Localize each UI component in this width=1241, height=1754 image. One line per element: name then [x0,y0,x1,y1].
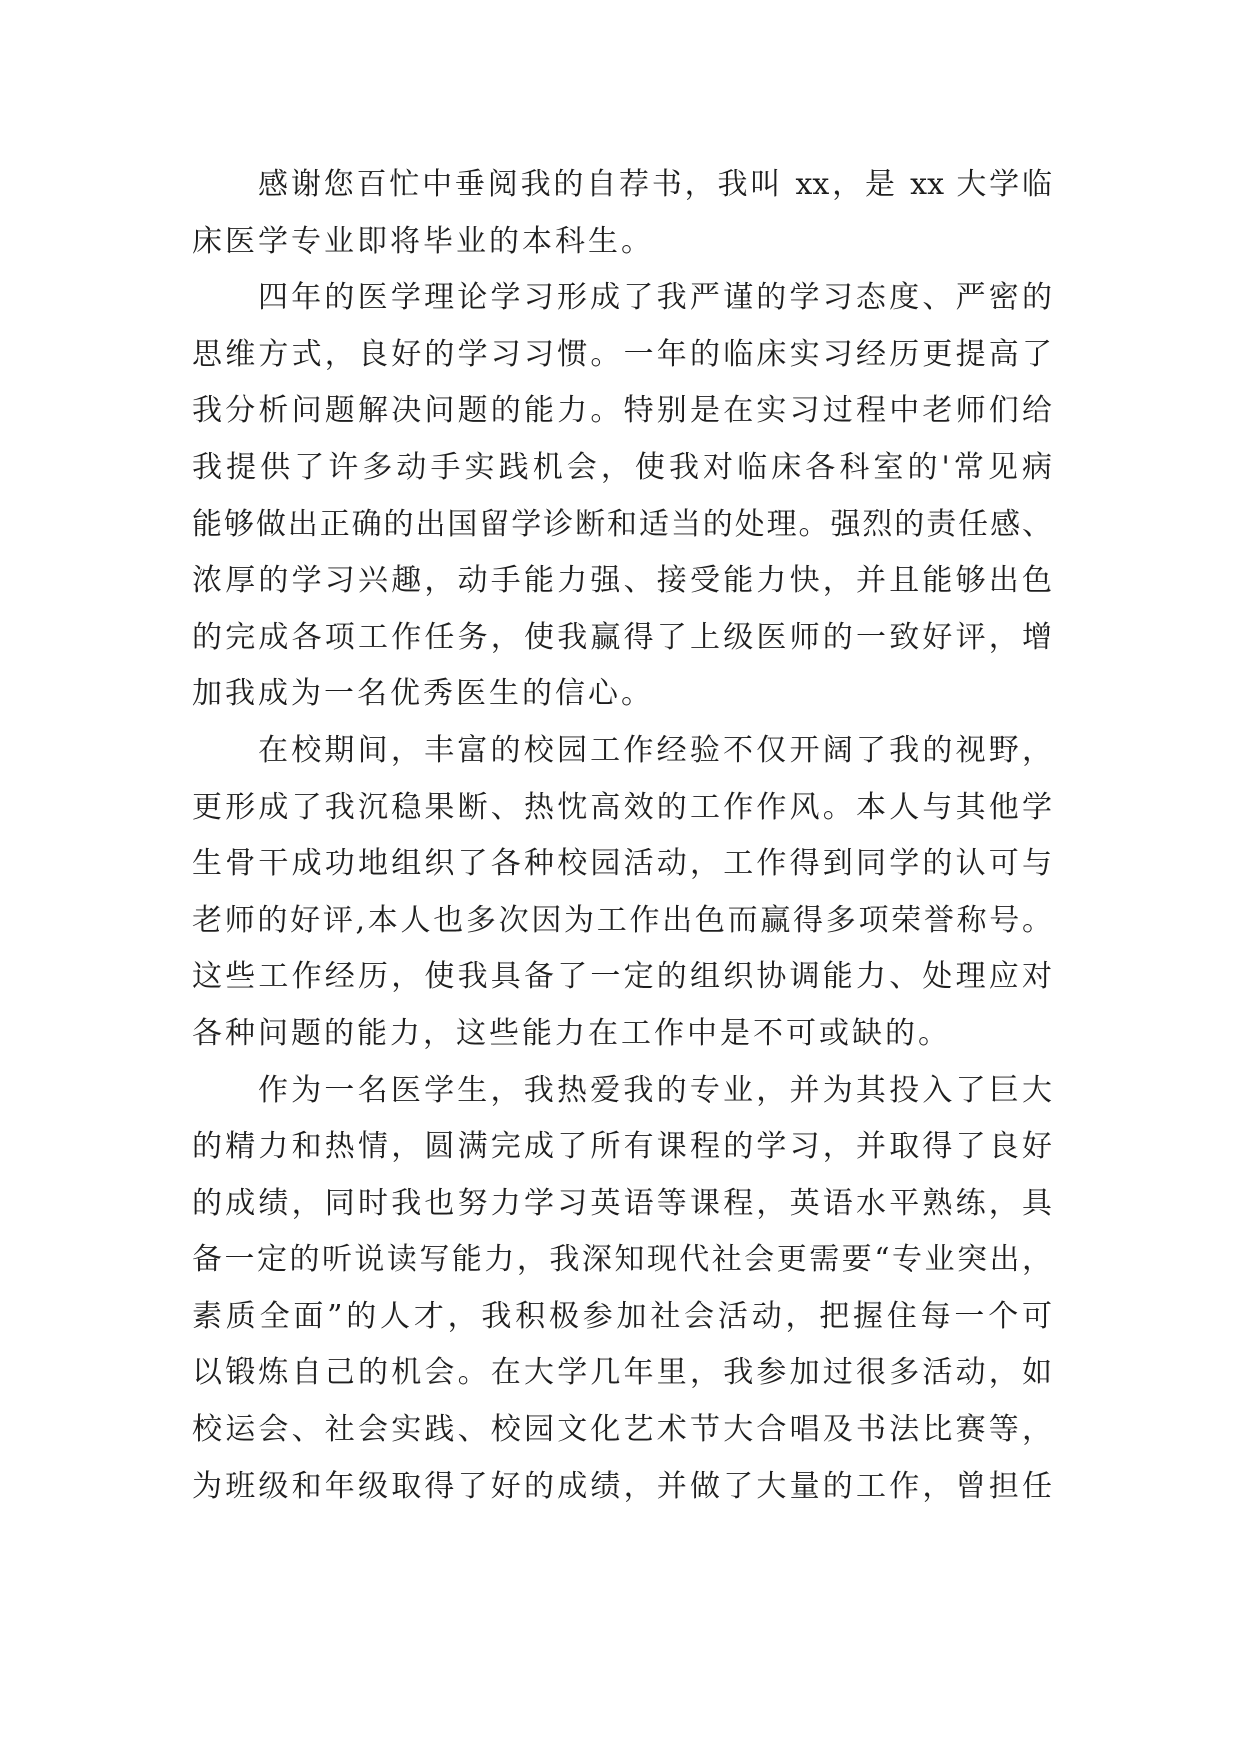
text-line: 加我成为一名优秀医生的信心。 [192,676,654,712]
paragraph [192,723,1052,1063]
text-line: 思维方式，良好的学习习惯。一年的临床实习经历更提高了 [192,336,1052,372]
text-line: 为班级和年级取得了好的成绩，并做了大量的工作，曾担任 [192,1468,1052,1504]
paragraph [192,270,1052,723]
text-line: 四年的医学理论学习形成了我严谨的学习态度、严密的 [258,280,1052,316]
text-line: 感谢您百忙中垂阅我的自荐书，我叫 xx，是 xx 大学临 [258,167,1052,202]
text-line: 这些工作经历，使我具备了一定的组织协调能力、处理应对 [192,959,1052,995]
text-line: 作为一名医学生，我热爱我的专业，并为其投入了巨大 [258,1072,1052,1108]
text-line: 老师的好评,本人也多次因为工作出色而赢得多项荣誉称号。 [192,902,1052,938]
text-line: 更形成了我沉稳果断、热忱高效的工作作风。本人与其他学 [192,789,1052,825]
document-body [192,157,1052,1515]
paragraph [192,1063,1052,1516]
text-line: 备一定的听说读写能力，我深知现代社会更需要“专业突出， [192,1242,1052,1278]
text-line: 以锻炼自己的机会。在大学几年里，我参加过很多活动，如 [192,1355,1052,1391]
text-line: 的成绩，同时我也努力学习英语等课程，英语水平熟练，具 [192,1185,1052,1221]
text-line: 在校期间，丰富的校园工作经验不仅开阔了我的视野， [258,732,1052,768]
text-line: 能够做出正确的出国留学诊断和适当的处理。强烈的责任感、 [192,506,1052,542]
text-line: 床医学专业即将毕业的本科生。 [192,223,654,259]
text-line: 我提供了许多动手实践机会，使我对临床各科室的'常见病 [192,449,1052,485]
text-line: 浓厚的学习兴趣，动手能力强、接受能力快，并且能够出色 [192,563,1052,599]
text-line: 校运会、社会实践、校园文化艺术节大合唱及书法比赛等， [192,1412,1052,1448]
paragraph [192,157,1052,270]
text-line: 各种问题的能力，这些能力在工作中是不可或缺的。 [192,1015,951,1051]
text-line: 的精力和热情，圆满完成了所有课程的学习，并取得了良好 [192,1129,1052,1165]
text-line: 素质全面”的人才，我积极参加社会活动，把握住每一个可 [192,1298,1052,1334]
text-line: 生骨干成功地组织了各种校园活动，工作得到同学的认可与 [192,846,1052,882]
text-line: 的完成各项工作任务，使我赢得了上级医师的一致好评，增 [192,619,1052,655]
text-line: 我分析问题解决问题的能力。特别是在实习过程中老师们给 [192,393,1052,429]
